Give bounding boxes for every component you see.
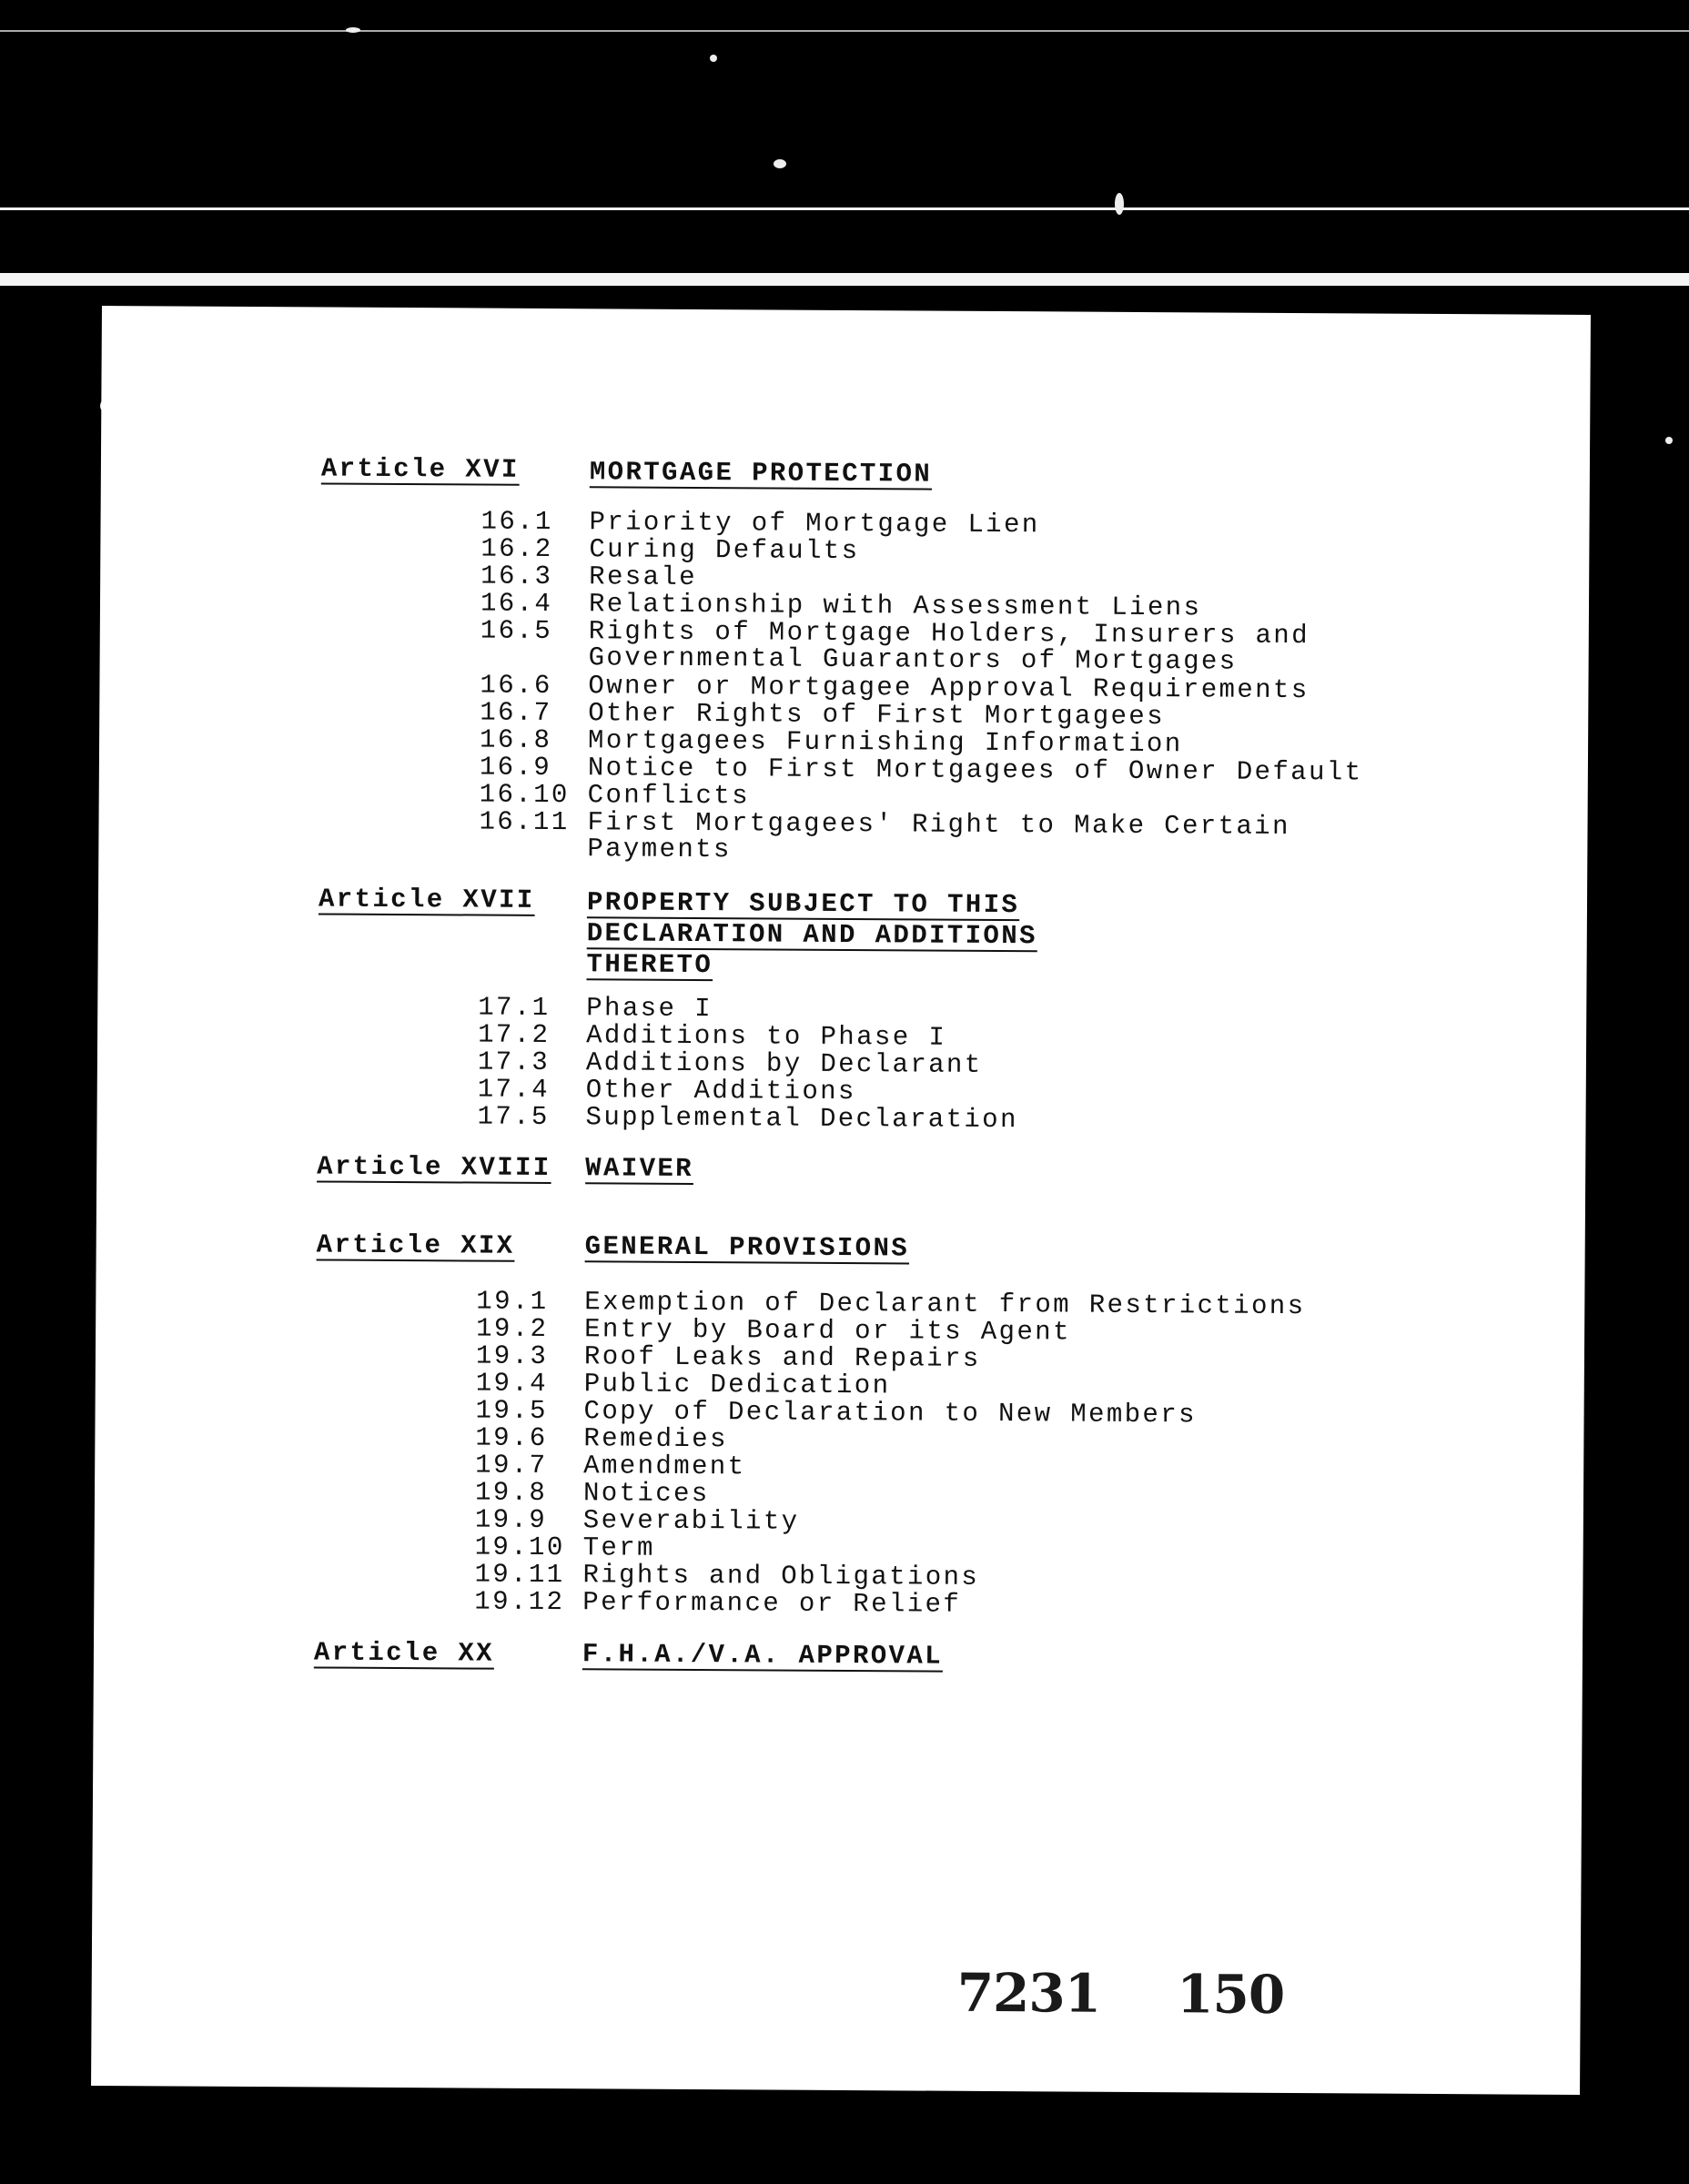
article-heading: [94, 1636, 1583, 1672]
section-title: Roof Leaks and Repairs: [583, 1341, 981, 1374]
section-number: 17.1: [478, 992, 551, 1024]
section-title: Resale: [589, 561, 698, 593]
section-title: Curing Defaults: [589, 534, 860, 567]
section-number: 19.2: [476, 1313, 549, 1345]
article-label: Article XIX: [316, 1229, 515, 1261]
article-label: Article XX: [313, 1637, 495, 1669]
section-number: 16.11: [479, 806, 570, 838]
article-label: Article XVIII: [317, 1151, 551, 1184]
section-number: 19.11: [474, 1559, 565, 1591]
section-number: 16.5: [480, 615, 553, 647]
section-number: 19.6: [475, 1422, 548, 1454]
section-title: Relationship with Assessment Liens: [588, 589, 1202, 623]
section-title: Owner or Mortgagee Approval Requirements: [588, 671, 1310, 706]
section-number: 19.7: [475, 1450, 548, 1481]
section-number: 19.12: [474, 1586, 565, 1618]
scan-speck: [1665, 437, 1673, 444]
recording-page-number: 150: [1176, 1963, 1285, 2026]
section-title: Supplemental Declaration: [585, 1102, 1018, 1136]
article-title: WAIVER: [585, 1153, 694, 1184]
section-title: Amendment: [583, 1451, 746, 1482]
section-number: 16.10: [479, 779, 570, 811]
section-title: Rights of Mortgage Holders, Insurers and Governmental Guarantors of Mortgages: [588, 616, 1310, 677]
scan-speck: [1115, 193, 1124, 215]
section-title: Remedies: [583, 1423, 728, 1455]
section-number: 16.7: [480, 697, 552, 729]
section-number: 16.2: [480, 533, 553, 565]
section-title: Public Dedication: [583, 1369, 891, 1401]
article-title: PROPERTY SUBJECT TO THIS DECLARATION AND ADDITIONS THERETO: [586, 887, 1037, 981]
section-number: 19.4: [475, 1368, 549, 1400]
section-number: 16.3: [480, 561, 553, 592]
section-title: Additions to Phase I: [586, 1020, 947, 1053]
scan-speck: [346, 27, 360, 33]
recording-book-number: 7231: [956, 1961, 1101, 2025]
section-title: Phase I: [586, 993, 713, 1025]
section-number: 19.3: [475, 1340, 549, 1372]
section-number: 19.10: [474, 1532, 565, 1563]
scan-artifact-line: [0, 273, 1689, 286]
article-title: GENERAL PROVISIONS: [584, 1231, 910, 1264]
recording-stamp: [956, 1962, 1284, 2026]
section-number: 19.8: [474, 1477, 548, 1509]
section-title: Notices: [582, 1478, 710, 1510]
section-title: Other Rights of First Mortgagees: [588, 698, 1166, 733]
article-title: F.H.A./V.A. APPROVAL: [582, 1639, 944, 1672]
section-title: Entry by Board or its Agent: [584, 1314, 1071, 1348]
section-number: 16.9: [479, 752, 552, 784]
section-title: Other Additions: [585, 1075, 856, 1107]
scan-speck: [774, 159, 786, 168]
section-title: Performance or Relief: [582, 1587, 962, 1620]
section-title: First Mortgagees' Right to Make Certain Payments: [587, 807, 1290, 865]
section-title: Copy of Declaration to New Members: [583, 1396, 1197, 1431]
table-of-contents: [91, 306, 1591, 2095]
scan-artifact-line: [0, 30, 1689, 32]
article-title: MORTGAGE PROTECTION: [589, 457, 933, 490]
section-title: Mortgagees Furnishing Information: [587, 725, 1183, 760]
section-title: Conflicts: [587, 780, 751, 812]
section-list: [98, 506, 1589, 870]
scan-artifact-line: [0, 207, 1689, 210]
article-heading: [98, 883, 1587, 981]
section-number: 17.3: [477, 1046, 551, 1078]
section-title: Additions by Declarant: [585, 1047, 983, 1080]
section-number: 19.9: [474, 1504, 548, 1536]
section-title: Exemption of Declarant from Restrictions: [584, 1287, 1306, 1322]
article-label: Article XVII: [318, 884, 535, 915]
section-title: Term: [582, 1532, 655, 1563]
section-number: 17.4: [477, 1074, 551, 1106]
article-heading: [101, 452, 1590, 490]
section-number: 19.5: [475, 1395, 548, 1427]
section-number: 17.5: [477, 1101, 550, 1133]
document-page: [91, 306, 1591, 2095]
section-number: 16.1: [480, 506, 553, 538]
toc-entry: [98, 806, 1587, 870]
section-title: Priority of Mortgage Lien: [589, 507, 1040, 541]
section-number: 19.1: [476, 1286, 549, 1318]
toc-entry: [100, 615, 1589, 679]
section-number: 16.4: [480, 588, 553, 620]
section-number: 16.8: [479, 724, 552, 756]
article-heading: [96, 1228, 1585, 1264]
section-list: [96, 992, 1586, 1138]
section-title: Rights and Obligations: [582, 1560, 980, 1592]
scan-speck: [710, 55, 717, 62]
section-number: 17.2: [478, 1019, 551, 1051]
section-number: 16.6: [480, 670, 552, 702]
article-heading: [96, 1150, 1585, 1184]
section-list: [94, 1286, 1584, 1623]
article-label: Article XVI: [320, 453, 520, 485]
section-title: Notice to First Mortgagees of Owner Default: [587, 753, 1363, 788]
section-title: Severability: [582, 1505, 800, 1537]
